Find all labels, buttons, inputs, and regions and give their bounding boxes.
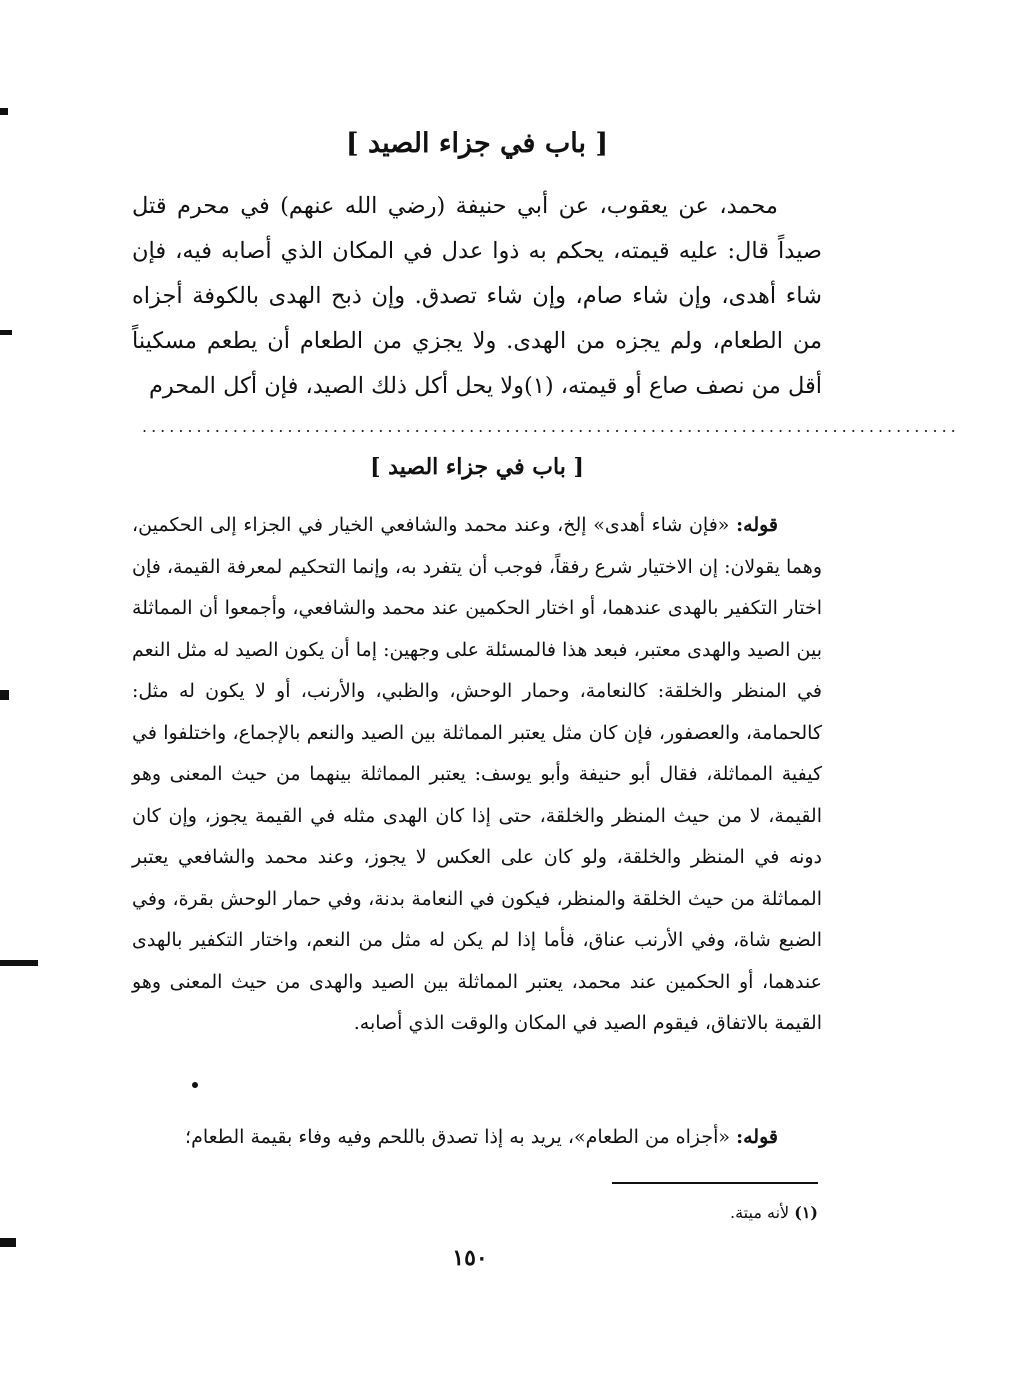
scan-mark: [0, 108, 8, 115]
scan-mark: [0, 960, 38, 966]
commentary-section: [132, 505, 822, 1045]
section-separator: ..........................................................................................: [142, 417, 960, 436]
scan-mark: [0, 330, 12, 335]
commentary-lead: قوله:: [736, 1126, 778, 1148]
scan-mark: [0, 690, 9, 700]
scan-dot: [192, 1082, 198, 1088]
commentary-paragraph: [132, 1117, 822, 1158]
commentary-section-2: [132, 1117, 822, 1158]
chapter-title: [ باب في جزاء الصيد ]: [345, 128, 609, 159]
commentary-body: «فإن شاء أهدى» إلخ، وعند محمد والشافعي الخيار في الجزاء إلى الحكمين، وهما يقولان: إن الاختيار شرع رفقاً، فوجب أن يتفرد به، وإنما التحكيم لمعرفة القيمة، فإن اختار التكفير بالهدى عندهما، أو اختار الحكمين عند محمد والشافعي، وأجمعوا أن المماثلة بين الصيد والهدى معتبر، فبعد هذا فالمسئلة على وجهين: إما أن يكون الصيد له مثل النعم في المنظر والخلقة: كالنعامة، وحمار الوحش، والظبي، والأرنب، أو لا يكون له مثل: كالحمامة، والعصفور، فإن كان مثل يعتبر المماثلة بين الصيد والنعم بالإجماع، واختلفوا في كيفية المماثلة، فقال أبو حنيفة وأبو يوسف: يعتبر المماثلة بينهما من حيث المعنى وهو القيمة، لا من حيث المنظر والخلقة، حتى إذا كان الهدى مثله في القيمة يجوز، وإن كان دونه في المنظر والخلقة، ولو كان على العكس لا يجوز، وعند محمد والشافعي يعتبر المماثلة من حيث الخلقة والمنظر، فيكون في النعامة بدنة، وفي حمار الوحش بقرة، وفي الضبع شاة، وفي الأرنب عناق، فأما إذا لم يكن له مثل من النعم، واختار التكفير بالهدى عندهما، أو الحكمين عند محمد، يعتبر المماثلة بين الصيد والهدى من حيث المعنى وهو القيمة بالاتفاق، فيقوم الصيد في المكان والوقت الذي أصابه.: [132, 514, 822, 1034]
footnote-text: لأنه ميتة.: [730, 1203, 790, 1222]
commentary-paragraph: [132, 505, 822, 1045]
footnote: [500, 1200, 818, 1226]
main-text: [132, 184, 822, 409]
footnote-rule: [612, 1182, 818, 1184]
commentary-title: [ باب في جزاء الصيد ]: [370, 454, 584, 480]
commentary-lead: قوله:: [736, 514, 779, 536]
footnote-number: (١): [794, 1203, 818, 1222]
scan-mark: [0, 1238, 16, 1247]
page-number: ١٥٠: [452, 1245, 488, 1271]
main-paragraph: محمد، عن يعقوب، عن أبي حنيفة (رضي الله عنهم) في محرم قتل صيداً قال: عليه قيمته، يحكم به ذوا عدل في المكان الذي أصابه فيه، فإن شاء أهدى، وإن شاء صام، وإن شاء تصدق. وإن ذبح الهدى بالكوفة أجزاه من الطعام، ولم يجزه من الهدى. ولا يجزي من الطعام أن يطعم مسكيناً أقل من نصف صاع أو قيمته، (١)ولا يحل أكل ذلك الصيد، فإن أكل المحرم: [132, 193, 822, 399]
commentary-body: «أجزاه من الطعام»، يريد به إذا تصدق باللحم وفيه وفاء بقيمة الطعام؛: [185, 1126, 731, 1148]
